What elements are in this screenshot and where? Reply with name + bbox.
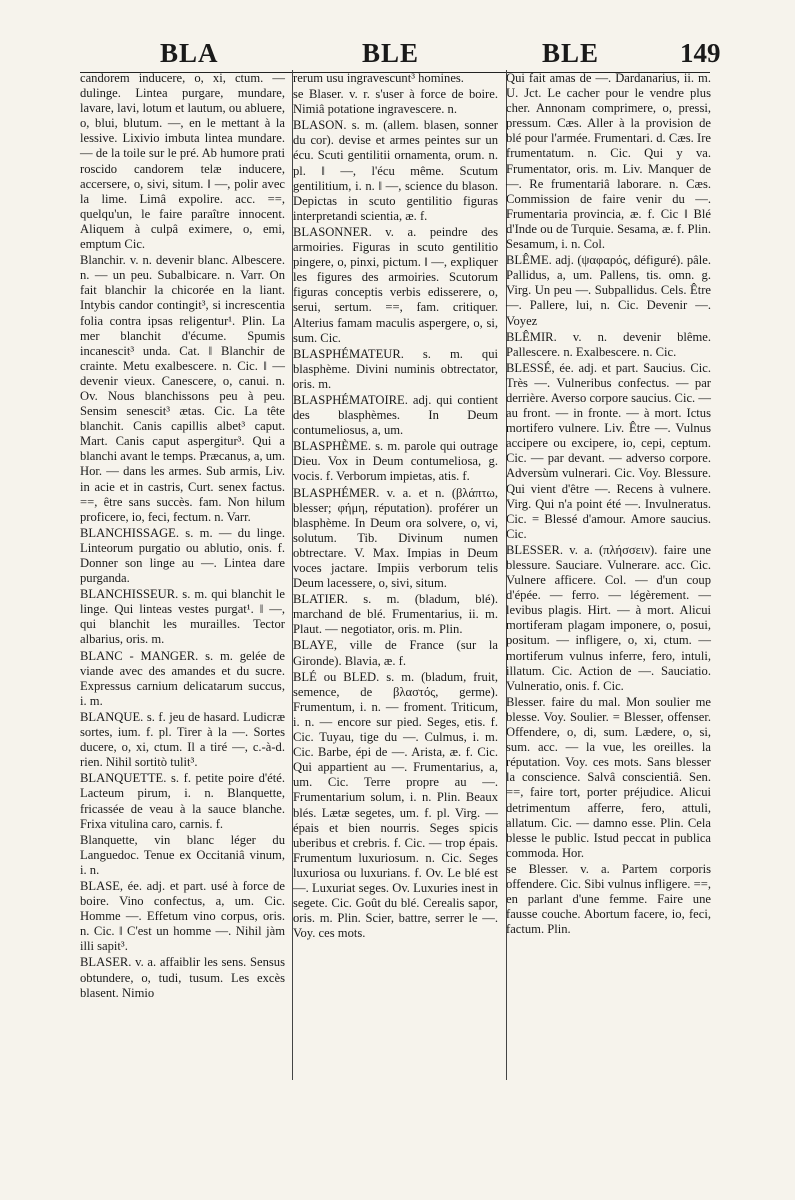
header-middle-guide-word: BLE [362, 38, 420, 68]
dictionary-entry: BLASER. v. a. affaiblir les sens. Sensus obtundere, o, tudi, tusum. Les excès blasent. Nimio [80, 955, 285, 1000]
column-middle [293, 70, 498, 1001]
dictionary-entry: BLÉ ou BLED. s. m. (bladum, fruit, semence, de βλαστός, germe). Frumentum, i. n. — froment. Triticum, i. n. — encore sur pied. Seges, etis. f. Cic. Tuyau, tige du —. Culmus, i. m. Cic. Barbe, épi de —. Arista, æ. f. Cic. Qui appartient au —. Frumentarius, a, um. Cic. Terre propre au —. Frumentarium solum, i. n. Plin. Beaux blés. Lætæ segetes, um. f. pl. Virg. — épais et bien nourris. Seges spicis uberibus et crebris. f. Cic. — trop épais. Frumentum luxuriosum. n. Cic. Seges luxuriosa ou luxurians. f. Ov. Le blé est —. Luxuriat seges. Ov. Luxuries inest in segete. Cic. Goût du blé. Cerealis sapor, oris. m. Plin. Scier, battre, serrer le —. Voy. ces mots. [293, 669, 498, 941]
running-header [0, 38, 795, 74]
dictionary-entry: BLANQUE. s. f. jeu de hasard. Ludicræ sortes, ium. f. pl. Tirer à la —. Sortes ducere, o, xi, ctum. Il a tiré —, c.-à-d. rien. Nihil sortitò tulit³. [80, 709, 285, 770]
column-left [80, 70, 285, 1001]
dictionary-entry: Blesser. faire du mal. Mon soulier me blesse. Voy. Soulier. = Blesser, offenser. Offendere, o, di, sum. Lædere, o, si, sum. acc. — la vue, les oreilles. la réputation. Voy. ces mots. Sans blesser la conscience. Salvâ conscientiâ. Sen. ==, faire tort, porter préjudice. Alicui detrimentum afferre, fero, attuli, allatum. Cic. — damno esse. Plin. Cela blesse le public. Istud peccat in publica commoda. Hor. [506, 694, 711, 860]
column-right [506, 70, 711, 1001]
dictionary-entry: BLESSÉ, ée. adj. et part. Saucius. Cic. Très —. Vulneribus confectus. — par derrière. Averso corpore saucius. Cic. — au front. — in fronte. — à mort. Ictus mortifero vulnere. Liv. Être —. Vulnus accipere ou excipere, io, cepi, ceptum. Cic. — par devant. — adverso corpore. Adversùm vulnerari. Cic. Voy. Blessure. Qui vient d'être —. Recens à vulnere. Virg. Qui n'a point été —. Invulneratus. Cic. = Blessé d'amour. Amore saucius. Cic. [506, 360, 711, 541]
dictionary-entry: BLÊME. adj. (ψαφαρός, défiguré). pâle. Pallidus, a, um. Pallens, tis. omn. g. Virg. Un peu —. Subpallidus. Cels. Être —. Pallere, lui, n. Cic. Devenir —. Voyez [506, 253, 711, 328]
dictionary-entry: BLESSER. v. a. (πλήσσειν). faire une blessure. Sauciare. Vulnerare. acc. Cic. Vulnere afficere. Col. — d'un coup d'épée. — ferro. — légèrement. — levibus plagis. Hirt. — à mort. Alicui mortiferam plagam imponere, o, posui, positum. — infligere, o, xi, ctum. — mortiferum vulnus inferre, fero, intuli, illatum. Cic. Action de —. Sauciatio. Vulneratio, onis. f. Cic. [506, 542, 711, 693]
dictionary-entry: BLANC - MANGER. s. m. gelée de viande avec des amandes et du sucre. Expressus carnium delicatarum succus, i. m. [80, 648, 285, 708]
page-number: 149 [680, 38, 721, 68]
dictionary-entry: BLASPHÉMER. v. a. et n. (βλάπτω, blesser; φήμη, réputation). proférer un blasphème. In Deum ora solvere, o, vi, solutum. Tib. Divinum numen obtrectare. V. Max. Impias in Deum voces jactare. Impiis verborum telis Deum lacessere, o, sivi, situm. [293, 485, 498, 591]
header-right-guide-word: BLE [542, 38, 600, 68]
dictionary-entry: BLAYE, ville de France (sur la Gironde). Blavia, æ. f. [293, 638, 498, 668]
dictionary-entry: se Blesser. v. a. Partem corporis offendere. Cic. Sibi vulnus infligere. ==, en parlant d'une femme. Faire une fausse couche. Abortum facere, io, feci, factum. Plin. [506, 861, 711, 937]
dictionary-entry: BLATIER. s. m. (bladum, blé). marchand de blé. Frumentarius, ii. m. Plaut. — negotiator, oris. m. Plin. [293, 592, 498, 637]
dictionary-entry: BLANCHISSAGE. s. m. — du linge. Linteorum purgatio ou ablutio, onis. f. Donner son linge au —. Lintea dare purganda. [80, 525, 285, 586]
dictionary-entry: se Blaser. v. r. s'user à force de boire. Nimiâ potatione ingravescere. n. [293, 87, 498, 117]
dictionary-entry: candorem inducere, o, xi, ctum. —dulinge. Lintea purgare, mundare, lavare, lavi, lotum et lautum, ou abluere, o, blui, blutum. —, en le mettant à la lessive. Lixivio imbuta lintea mundare. — de la toile sur le pré. Ab humore prati roscido candorem telæ inducere, accersere, o, sivi, situm. ‖ —, polir avec la lime. Limâ expolire. acc. ==, quelqu'un, le faire paraître innocent. Aliquem à culpâ eximere, o, emi, emptum Cic. [80, 71, 285, 252]
dictionary-entry: Blanquette, vin blanc léger du Languedoc. Tenue ex Occitaniâ vinum, i. n. [80, 832, 285, 877]
dictionary-entry: Qui fait amas de —. Dardanarius, ii. m. U. Jct. Le cacher pour le vendre plus cher. Annonam comprimere, o, pressi, pressum. Cæs. Aller à la provision de blé pour l'armée. Frumentari. d. Cæs. Ire frumentatum. n. Cic. Qui y va. Frumentator, oris. m. Liv. Manquer de —. Re frumentariâ laborare. n. Cæs. Commission de faire venir du —. Frumentaria provincia, æ. f. Cic ‖ Blé d'Inde ou de Turquie. Sesama, æ. f. Plin. Sesamum, i. n. Col. [506, 71, 711, 252]
dictionary-entry: BLASPHÉMATOIRE. adj. qui contient des blasphèmes. In Deum contumeliosus, a, um. [293, 392, 498, 438]
dictionary-entry: BLASONNER. v. a. peindre des armoiries. Figuras in scuto gentilitio pingere, o, pinxi, pictum. ‖ —, expliquer les figures des armoiries. Scutorum figuras conceptis verbis edisserere, o, serui, sertum. ==, fam. critiquer. Alterius famam maculis aspergere, o, si, sum. Cic. [293, 224, 498, 345]
dictionary-entry: BLASPHÈME. s. m. parole qui outrage Dieu. Vox in Deum contumeliosa, g. vocis. f. Verborum impietas, atis. f. [293, 439, 498, 484]
dictionary-entry: Blanchir. v. n. devenir blanc. Albescere. n. — un peu. Subalbicare. n. Varr. On fait blanchir la chicorée en la liant. Intybis candor contingit³, si increscentia folia contra ipsas religentur¹. Plin. La mer blanchit d'écume. Spumis incanescit³ unda. Cat. ‖ Blanchir de crainte. Metu exalbescere. n. Cic. ‖ —devenir vieux. Canescere, o, canui. n. Ov. Nous blanchissons peu à peu. Sensim senescit³ ætas. Cic. La tête blanchit. Canis capillis albet³ caput. Mart. Canis caput aspergitur³. Qui a blanchi avant le temps. Præcanus, a, um. Hor. — dans les armes. Sub armis, Liv. in acie et in castris, Curt. senex factus. ==, être sans succès. fam. Non hilum proficere, io, feci, fectum. n. Varr. [80, 253, 285, 524]
header-left-guide-word: BLA [160, 38, 219, 68]
dictionary-entry: BLASON. s. m. (allem. blasen, sonner du cor). devise et armes peintes sur un écu. Scuti gentilitii ornamenta, orum. n. pl. ‖ —, l'écu même. Scutum gentilitium, i. n. ‖ —, science du blason. Depictas in scuto gentilitio figuras interpretandi scientia, æ. f. [293, 118, 498, 223]
dictionary-entry: BLANQUETTE. s. f. petite poire d'été. Lacteum pirum, i. n. Blanquette, fricassée de veau à la sauce blanche. Frixa vitulina caro, carnis. f. [80, 771, 285, 831]
dictionary-entry: BLANCHISSEUR. s. m. qui blanchit le linge. Qui linteas vestes purgat¹. ‖ —, qui blanchit les murailles. Tector albarius, oris. m. [80, 587, 285, 647]
dictionary-entry: BLASE, ée. adj. et part. usé à force de boire. Vino confectus, a, um. Cic. Homme —. Effetum vino corpus, oris. n. Cic. ‖ C'est un homme —. Nihil jàm illi sapit³. [80, 878, 285, 954]
text-columns [80, 70, 712, 1001]
dictionary-entry: BLÊMIR. v. n. devenir blême. Pallescere. n. Exalbescere. n. Cic. [506, 329, 711, 359]
dictionary-entry: rerum usu ingravescunt³ homines. [293, 71, 464, 85]
dictionary-entry: BLASPHÉMATEUR. s. m. qui blasphème. Divini numinis obtrectator, oris. m. [293, 346, 498, 391]
